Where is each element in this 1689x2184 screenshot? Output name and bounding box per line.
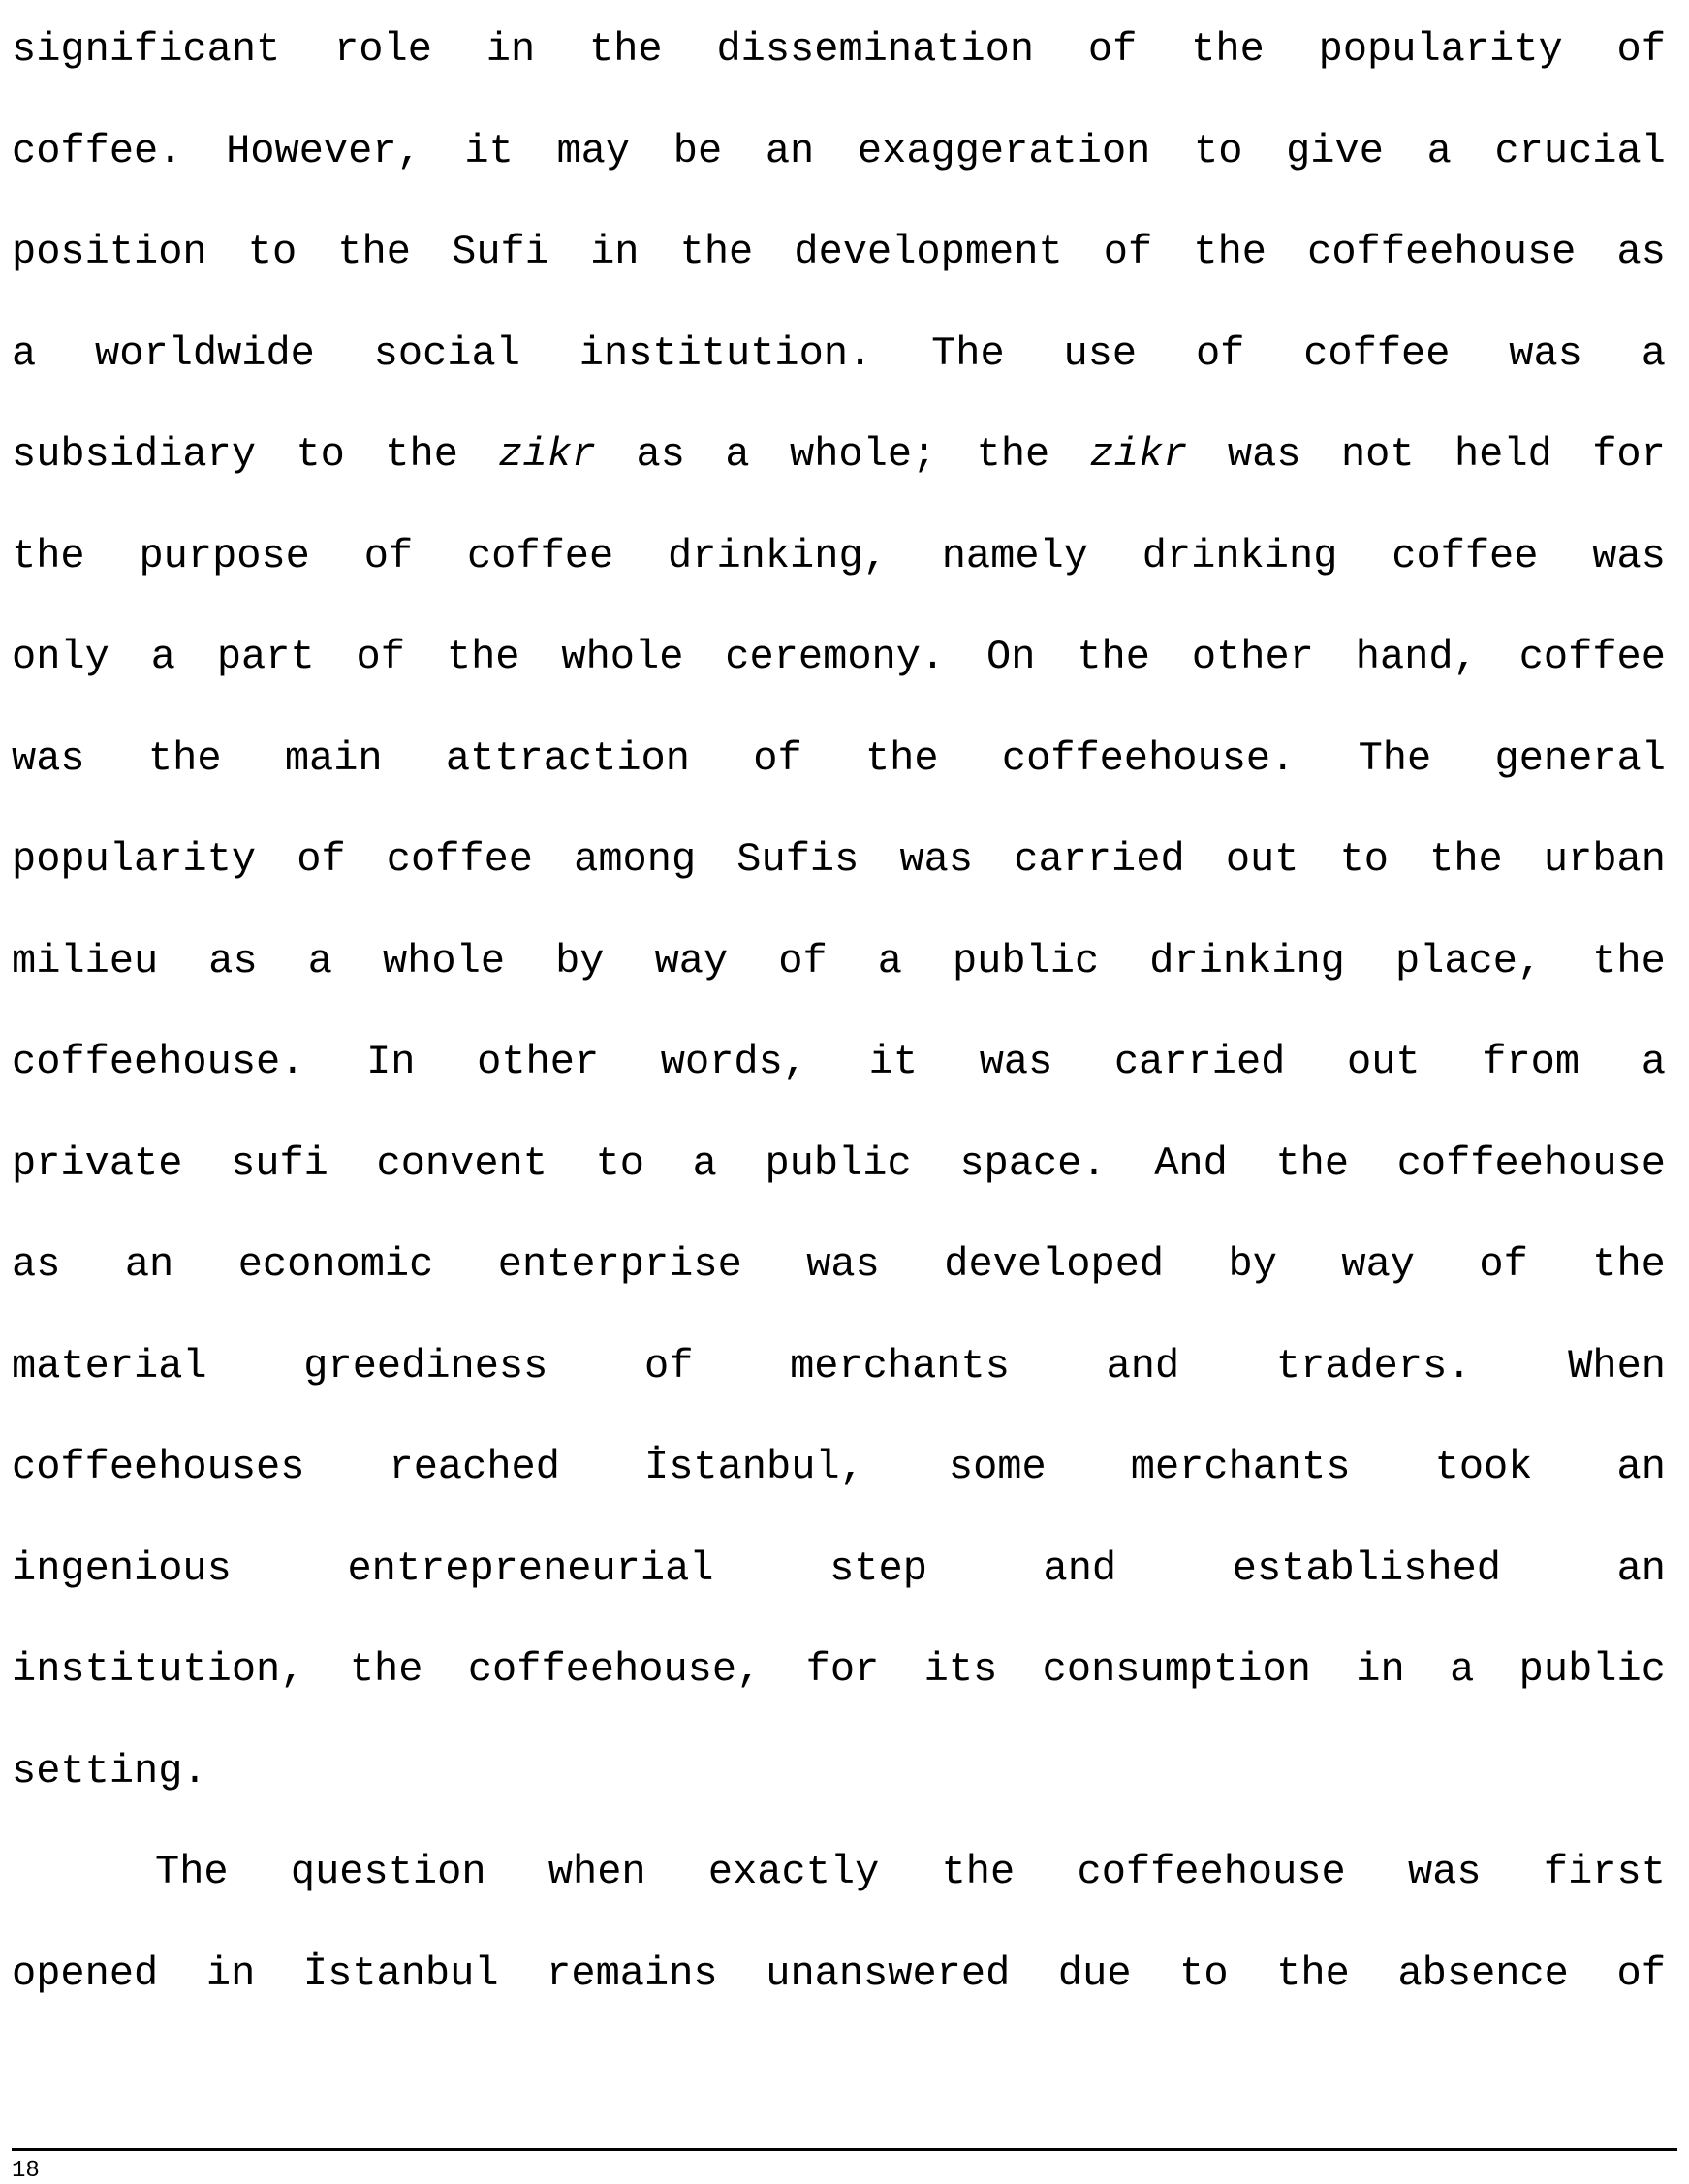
word: unanswered [766, 1950, 1011, 1997]
word: way [1341, 1241, 1415, 1288]
word: the [1191, 26, 1265, 73]
body-text [12, 21, 1666, 2046]
word: as [208, 937, 258, 984]
word: the [976, 431, 1050, 478]
word: a [1641, 1039, 1666, 1085]
word: an [124, 1241, 174, 1288]
word: in [590, 229, 640, 275]
word: among [574, 836, 697, 883]
word: as [12, 1241, 61, 1288]
footnote-separator [12, 2148, 1677, 2151]
text-line [12, 1136, 1666, 1237]
word: purpose [139, 532, 310, 579]
text-line [12, 1439, 1666, 1541]
word: subsidiary [12, 431, 257, 478]
word: from [1482, 1039, 1580, 1085]
word: of [1616, 26, 1666, 73]
word: was [979, 1039, 1053, 1085]
word: convent [376, 1139, 547, 1187]
word: setting. [12, 1747, 207, 1794]
word: zikr [1089, 431, 1188, 478]
word: entrepreneurial [347, 1544, 714, 1592]
word: whole; [790, 431, 937, 478]
word: other [1191, 634, 1314, 680]
word: of [1103, 229, 1153, 275]
word: was [1408, 1849, 1482, 1895]
word: way [654, 937, 729, 984]
word: use [1063, 329, 1138, 377]
word: the [679, 229, 754, 275]
word: the [1429, 836, 1503, 883]
word: for [805, 1646, 880, 1693]
word: an [1616, 1544, 1666, 1592]
word: Sufi [452, 229, 549, 275]
word: merchants [1130, 1444, 1351, 1490]
word: ceremony. [725, 634, 946, 680]
word: step [829, 1544, 927, 1592]
word: whole [561, 634, 684, 680]
text-line [12, 831, 1666, 933]
word: coffee [1392, 532, 1539, 579]
word: was [1592, 532, 1666, 579]
word: was [12, 734, 85, 782]
word: to [1179, 1950, 1229, 1997]
word: by [1228, 1241, 1277, 1288]
word: out [1347, 1039, 1421, 1085]
word: due [1057, 1950, 1132, 1997]
word: as [636, 431, 685, 478]
word: urban [1543, 836, 1666, 883]
word: absence [1397, 1950, 1569, 1997]
word: ingenious [12, 1544, 232, 1592]
word: remains [547, 1950, 718, 1997]
word: was [806, 1241, 880, 1288]
word: part [216, 634, 315, 680]
word: a [150, 634, 175, 680]
word: coffeehouses [12, 1444, 305, 1490]
word: not [1340, 431, 1415, 478]
word: The [155, 1849, 229, 1895]
word: and [1106, 1342, 1180, 1389]
text-line [12, 1541, 1666, 1642]
word: the [446, 634, 520, 680]
word: question [290, 1849, 486, 1895]
word: exaggeration [857, 127, 1151, 174]
text-line [12, 1743, 1666, 1845]
word: worldwide [95, 329, 315, 377]
word: a [692, 1139, 717, 1187]
document-page [12, 0, 1666, 2184]
word: social [373, 329, 520, 377]
text-line [12, 224, 1666, 326]
word: of [356, 634, 405, 680]
word: role [334, 26, 432, 73]
word: In [366, 1039, 416, 1085]
word: position [12, 229, 207, 275]
word: coffee [386, 836, 533, 883]
word: coffeehouse, [467, 1646, 762, 1693]
word: to [296, 431, 345, 478]
word: a [307, 937, 332, 984]
word: When [1568, 1342, 1666, 1389]
word: traders. [1275, 1342, 1472, 1389]
word: main [284, 734, 383, 782]
word: of [644, 1342, 694, 1389]
word: of [753, 734, 802, 782]
word: dissemination [716, 26, 1035, 73]
word: institution. [579, 329, 873, 377]
word: give [1286, 127, 1384, 174]
word: consumption [1042, 1646, 1311, 1693]
word: namely [941, 532, 1088, 579]
word: The [931, 329, 1005, 377]
word: drinking [1142, 532, 1338, 579]
word: an [1616, 1444, 1666, 1490]
text-line [12, 731, 1666, 832]
footnote-marker: 18 [12, 2158, 40, 2184]
word: the [349, 1646, 423, 1693]
word: drinking, [668, 532, 888, 579]
word: development [794, 229, 1063, 275]
word: may [556, 127, 631, 174]
word: crucial [1494, 127, 1666, 174]
word: whole [383, 937, 506, 984]
word: a [725, 431, 750, 478]
text-line [12, 123, 1666, 225]
word: milieu [12, 937, 159, 984]
word: institution, [12, 1646, 305, 1693]
word: drinking [1149, 937, 1345, 984]
text-line [12, 933, 1666, 1035]
word: coffeehouse. [1001, 734, 1296, 782]
word: words, [660, 1039, 808, 1085]
word: held [1454, 431, 1552, 478]
word: space. [959, 1139, 1107, 1187]
word: as [1616, 229, 1666, 275]
word: coffee [1303, 329, 1451, 377]
word: in [205, 1950, 256, 1997]
word: However, [226, 127, 422, 174]
word: it [868, 1039, 919, 1085]
word: coffee [1518, 634, 1666, 680]
word: an [765, 127, 815, 174]
word: a [877, 937, 902, 984]
word: İstanbul [302, 1950, 499, 1997]
word: coffeehouse [1396, 1139, 1666, 1187]
word: when [547, 1849, 646, 1895]
word: the [1077, 634, 1150, 680]
word: by [555, 937, 605, 984]
text-line [12, 1034, 1666, 1136]
word: coffeehouse [1307, 229, 1577, 275]
word: coffee [466, 532, 614, 579]
text-line [12, 426, 1666, 528]
word: established [1232, 1544, 1501, 1592]
text-line [12, 326, 1666, 427]
word: zikr [498, 431, 597, 478]
text-line [12, 1338, 1666, 1440]
word: carried [1014, 836, 1185, 883]
word: attraction [445, 734, 690, 782]
word: of [1195, 329, 1245, 377]
word: for [1592, 431, 1666, 478]
word: greediness [303, 1342, 548, 1389]
word: the [385, 431, 458, 478]
word: first [1543, 1849, 1666, 1895]
word: significant [12, 26, 281, 73]
word: carried [1113, 1039, 1286, 1085]
word: Sufis [736, 836, 860, 883]
word: enterprise [497, 1241, 742, 1288]
word: a [12, 329, 37, 377]
text-line [12, 1236, 1666, 1338]
word: economic [237, 1241, 434, 1288]
word: to [1339, 836, 1389, 883]
word: coffeehouse. [12, 1039, 305, 1085]
word: to [595, 1139, 644, 1187]
word: and [1043, 1544, 1117, 1592]
word: took [1434, 1444, 1533, 1490]
text-line [12, 1946, 1666, 2047]
word: of [1087, 26, 1138, 73]
word: a [1426, 127, 1452, 174]
word: place, [1394, 937, 1543, 984]
word: material [12, 1342, 207, 1389]
word: The [1358, 734, 1432, 782]
word: the [941, 1849, 1016, 1895]
word: İstanbul, [643, 1444, 864, 1490]
text-line [12, 528, 1666, 630]
word: to [1194, 127, 1243, 174]
word: of [778, 937, 828, 984]
word: the [12, 532, 85, 579]
word: the [1592, 1241, 1666, 1288]
text-line [12, 1844, 1666, 1946]
word: in [1356, 1646, 1405, 1693]
word: On [986, 634, 1036, 680]
word: the [588, 26, 663, 73]
word: hand, [1355, 634, 1478, 680]
word: popularity [1318, 26, 1563, 73]
word: it [464, 127, 514, 174]
word: sufi [231, 1139, 328, 1187]
text-line [12, 629, 1666, 731]
word: was [899, 836, 974, 883]
word: the [337, 229, 411, 275]
word: the [147, 734, 222, 782]
word: its [923, 1646, 998, 1693]
word: developed [944, 1241, 1165, 1288]
word: the [1275, 1139, 1350, 1187]
word: in [485, 26, 536, 73]
word: opened [12, 1950, 159, 1997]
word: public [765, 1139, 912, 1187]
word: merchants [790, 1342, 1010, 1389]
word: the [1276, 1950, 1350, 1997]
word: other [477, 1039, 600, 1085]
word: a [1641, 329, 1666, 377]
text-line [12, 21, 1666, 123]
word: general [1494, 734, 1666, 782]
word: to [247, 229, 297, 275]
word: popularity [12, 836, 257, 883]
word: was [1509, 329, 1582, 377]
word: coffeehouse [1077, 1849, 1346, 1895]
word: private [12, 1139, 183, 1187]
word: out [1225, 836, 1299, 883]
word: reached [389, 1444, 560, 1490]
word: was [1227, 431, 1301, 478]
word: exactly [707, 1849, 880, 1895]
word: a [1450, 1646, 1475, 1693]
word: of [1616, 1950, 1666, 1997]
word: some [948, 1444, 1047, 1490]
word: public [1518, 1646, 1666, 1693]
word: the [864, 734, 939, 782]
word: of [363, 532, 414, 579]
word: And [1154, 1139, 1228, 1187]
word: the [1592, 937, 1666, 984]
word: only [12, 634, 109, 680]
text-line [12, 1641, 1666, 1743]
word: coffee. [12, 127, 183, 174]
word: be [672, 127, 723, 174]
word: of [1479, 1241, 1528, 1288]
word: the [1193, 229, 1267, 275]
word: of [297, 836, 346, 883]
word: public [952, 937, 1100, 984]
